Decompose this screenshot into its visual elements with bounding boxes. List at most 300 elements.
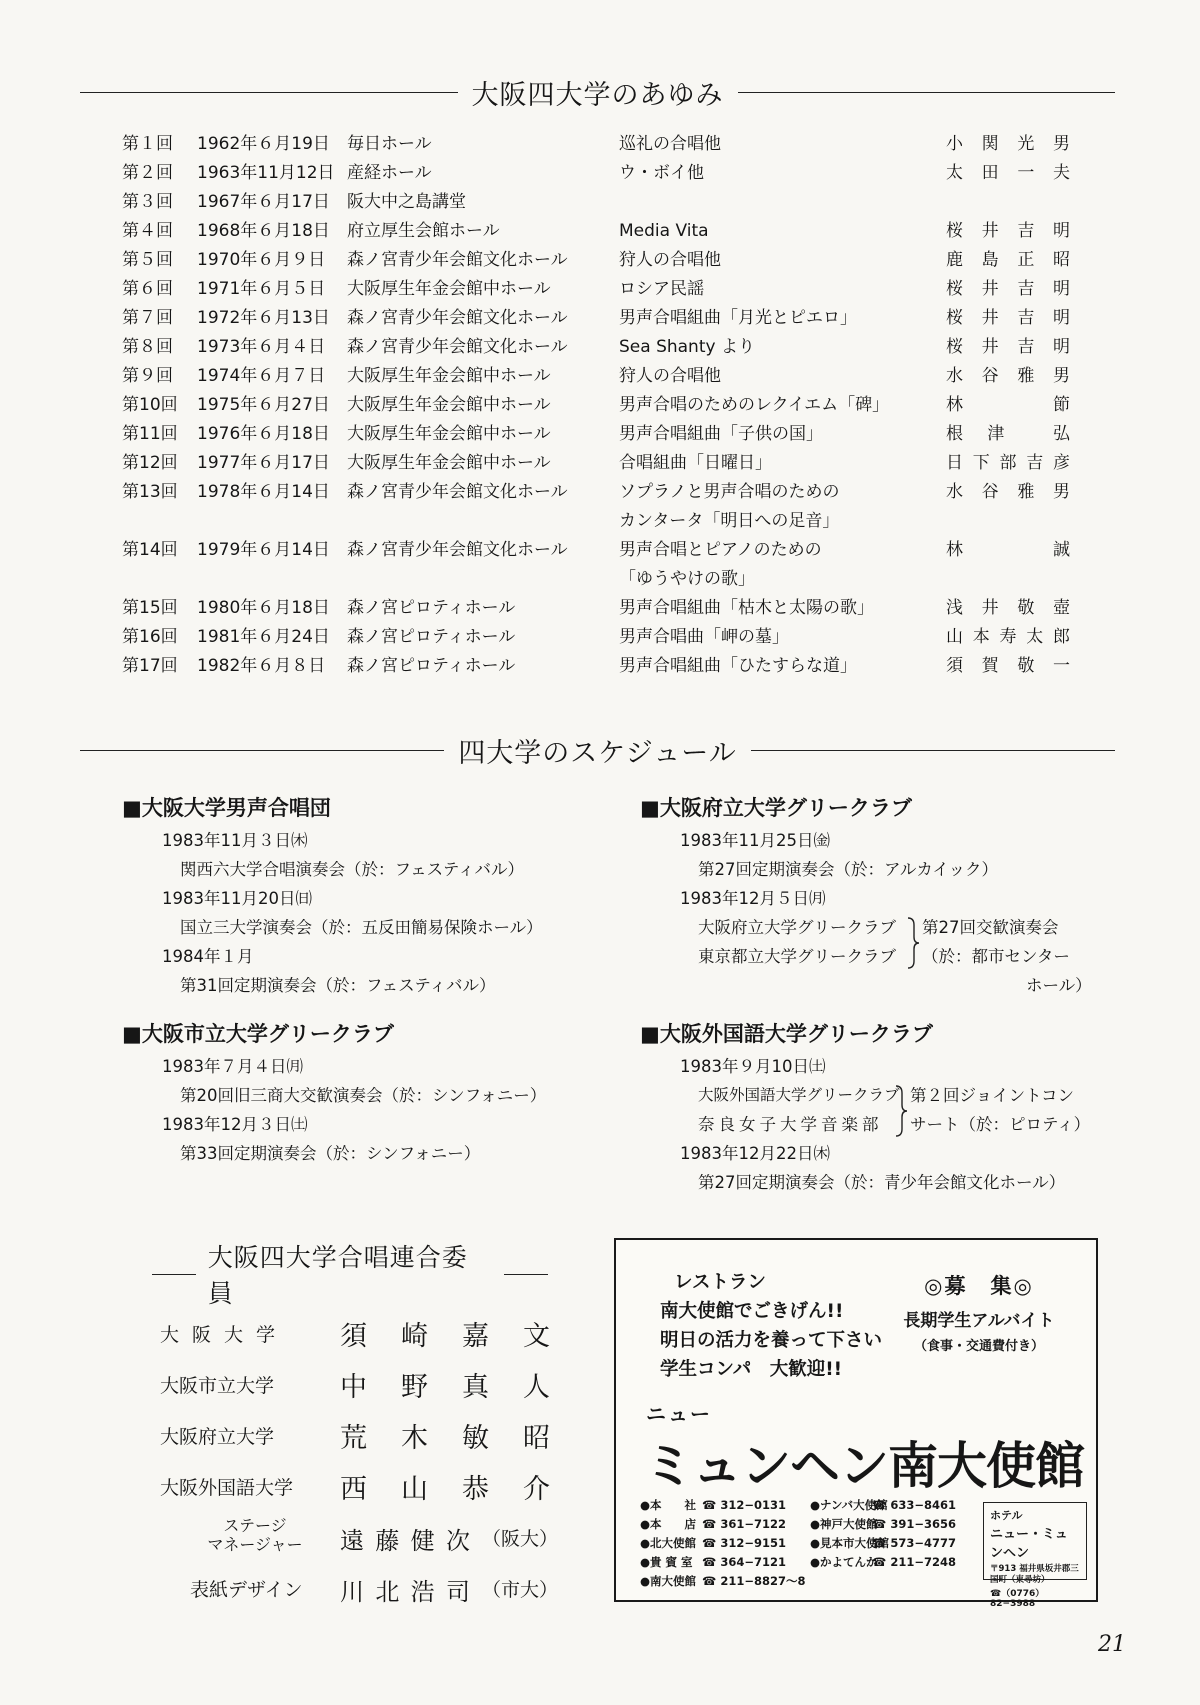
conductor-char: 井 xyxy=(981,221,999,241)
concert-venue: 森ノ宮ピロティホール xyxy=(347,656,516,676)
conductor-char: 津 xyxy=(987,424,1005,444)
concert-program: 合唱組曲「日曜日」 xyxy=(619,453,772,473)
concert-number: 第12回 xyxy=(122,453,178,473)
conductor-char: 敬 xyxy=(1017,598,1035,618)
history-row xyxy=(122,536,1072,594)
branch-entry xyxy=(810,1534,980,1553)
concert-number: 第１回 xyxy=(122,134,173,154)
schedule-date: 1983年９月10日㈯ xyxy=(680,1057,826,1076)
member-name-char: 司 xyxy=(445,1578,470,1606)
member-name-char: 介 xyxy=(523,1474,550,1505)
concert-date: 1976年６月18日 xyxy=(197,424,330,444)
conductor-char: 鹿 xyxy=(946,250,963,270)
concert-number: 第７回 xyxy=(122,308,173,328)
committee-row xyxy=(160,1514,560,1565)
member-name-char: 西 xyxy=(340,1474,367,1505)
concert-number: 第５回 xyxy=(122,250,173,270)
schedule-date: 1983年11月３日㈭ xyxy=(162,831,308,850)
branch-tel: ☎ 211−7248 xyxy=(872,1555,956,1569)
branch-tel: ☎ 361−7122 xyxy=(702,1517,786,1531)
concert-date: 1980年６月18日 xyxy=(197,598,330,618)
concert-date: 1979年６月14日 xyxy=(197,540,330,560)
ad-logo: ミュンヘン南大使館 xyxy=(644,1437,1084,1495)
conductor-char: 敬 xyxy=(1017,656,1035,676)
branch-tel: ☎ 312−0131 xyxy=(702,1498,786,1512)
conductor-char: 谷 xyxy=(981,366,999,386)
member-name xyxy=(340,1416,550,1455)
concert-venue: 大阪厚生年金会館中ホール xyxy=(347,424,551,444)
concert-number: 第３回 xyxy=(122,192,173,212)
schedule-title: 四大学のスケジュール xyxy=(458,737,737,769)
concert-venue: 大阪厚生年金会館中ホール xyxy=(347,395,551,415)
concert-venue: 大阪厚生年金会館中ホール xyxy=(347,366,551,386)
conductor-char: 吉 xyxy=(1017,279,1035,299)
concert-date: 1962年６月19日 xyxy=(197,134,330,154)
schedule-event: 関西六大学合唱演奏会（於：フェスティバル） xyxy=(180,860,525,879)
concert-date: 1974年６月７日 xyxy=(197,366,326,386)
conductor-char: 桜 xyxy=(946,279,963,299)
joint-club: 東京都立大学グリークラブ xyxy=(698,947,896,966)
concert-number: 第11回 xyxy=(122,424,178,444)
concert-program: 男声合唱曲「岬の墓」 xyxy=(619,627,789,647)
conductor-char: 水 xyxy=(946,366,963,386)
brace-icon xyxy=(894,1085,908,1137)
history-row xyxy=(122,623,1072,652)
history-row xyxy=(122,391,1072,420)
schedule-lines xyxy=(122,826,592,1000)
branch-row xyxy=(640,1553,980,1572)
branch-entry xyxy=(810,1515,980,1534)
member-name xyxy=(340,1365,550,1404)
concert-date: 1963年11月12日 xyxy=(197,163,335,183)
hotel-address: 〒913 福井県坂井郡三国町（東尋坊） xyxy=(990,1564,1079,1585)
conductor-char: 浅 xyxy=(946,598,963,618)
conductor-char: 井 xyxy=(981,598,999,618)
branch-entry xyxy=(810,1572,980,1591)
member-name-char: 恭 xyxy=(462,1474,489,1505)
ad-copy xyxy=(660,1268,882,1384)
club-name: ■大阪府立大学グリークラブ xyxy=(640,796,912,820)
joint-concert-venue: （於：都市センター xyxy=(922,947,1070,966)
conductor-char: 小 xyxy=(946,134,963,154)
club-name: ■大阪外国語大学グリークラブ xyxy=(640,1022,933,1046)
concert-number: 第６回 xyxy=(122,279,173,299)
hotel-box xyxy=(983,1502,1087,1609)
branch-name: ●貴 賓 室 xyxy=(640,1555,693,1569)
member-name xyxy=(340,1572,470,1607)
heading-rule xyxy=(80,92,458,93)
concert-venue: 森ノ宮青少年会館文化ホール xyxy=(347,250,568,270)
history-row xyxy=(122,275,1072,304)
branch-name: ●かよてんか xyxy=(810,1555,878,1569)
conductor-char: 根 xyxy=(946,424,963,444)
concert-venue: 毎日ホール xyxy=(347,134,432,154)
member-name-char: 山 xyxy=(401,1474,428,1505)
recruit-note: （食事・交通費付き） xyxy=(913,1339,1044,1354)
branch-row xyxy=(640,1534,980,1553)
ad-logo-prefix: ニュー xyxy=(646,1402,712,1426)
member-name-char: 健 xyxy=(410,1527,435,1555)
branch-name: ●神戸大使館 xyxy=(810,1517,878,1531)
history-row xyxy=(122,362,1072,391)
conductor-name xyxy=(946,217,1070,246)
history-row xyxy=(122,130,1072,159)
conductor-char: 部 xyxy=(999,453,1017,473)
conductor-char: 日 xyxy=(946,453,963,473)
history-row xyxy=(122,188,1072,217)
conductor-name xyxy=(946,652,1070,681)
conductor-char: 桜 xyxy=(946,221,963,241)
history-table xyxy=(122,130,1072,681)
conductor-char: 一 xyxy=(1052,656,1070,676)
member-name-char: 崎 xyxy=(401,1321,428,1352)
schedule-event: 第31回定期演奏会（於：フェスティバル） xyxy=(180,976,496,995)
hotel-tel: ☎（0776）82−3988 xyxy=(990,1589,1045,1609)
conductor-name xyxy=(946,478,1070,507)
conductor-name xyxy=(946,246,1070,275)
conductor-char: 賀 xyxy=(981,656,999,676)
member-affiliation: （阪大） xyxy=(482,1528,559,1550)
branch-tel: ☎ 633−8461 xyxy=(872,1498,956,1512)
schedule-event: 国立三大学演奏会（於：五反田簡易保険ホール） xyxy=(180,918,543,937)
committee-row xyxy=(160,1565,560,1616)
branch-tel: ☎ 312−9151 xyxy=(702,1536,786,1550)
schedule-heading xyxy=(80,730,1115,770)
concert-program: 男声合唱組曲「月光とピエロ」 xyxy=(619,308,857,328)
conductor-char: 林 xyxy=(946,540,963,560)
schedule-event: 第27回定期演奏会（於：アルカイック） xyxy=(698,860,999,879)
conductor-char: 一 xyxy=(1017,163,1035,183)
concert-program-cont: カンタータ「明日への足音」 xyxy=(619,511,840,531)
conductor-char: 井 xyxy=(981,279,999,299)
member-name xyxy=(340,1521,470,1556)
member-name-char: 浩 xyxy=(410,1578,435,1606)
concert-venue: 大阪厚生年金会館中ホール xyxy=(347,453,551,473)
schedule-event: 第27回定期演奏会（於：青少年会館文化ホール） xyxy=(698,1173,1066,1192)
joint-concert-venue: サート（於：ピロティ） xyxy=(910,1115,1091,1134)
branch-row xyxy=(640,1572,980,1591)
conductor-char: 山 xyxy=(946,627,963,647)
history-title: 大阪四大学のあゆみ xyxy=(471,79,724,111)
concert-date: 1982年６月８日 xyxy=(197,656,326,676)
hotel-name: ニュー・ミュンヘン xyxy=(990,1527,1068,1561)
conductor-char: 須 xyxy=(946,656,963,676)
schedule-pref-univ xyxy=(640,790,1100,1000)
concert-program: ソプラノと男声合唱のための xyxy=(619,482,840,502)
member-name-char: 文 xyxy=(523,1321,550,1352)
concert-date: 1975年６月27日 xyxy=(197,395,330,415)
heading-rule xyxy=(738,92,1116,93)
conductor-char: 太 xyxy=(1026,627,1044,647)
concert-number: 第８回 xyxy=(122,337,173,357)
joint-concert-block xyxy=(640,1081,1100,1139)
committee-role xyxy=(190,1516,320,1554)
concert-number: 第13回 xyxy=(122,482,178,502)
conductor-char: 郎 xyxy=(1053,627,1070,647)
joint-concert-venue-cont: ホール） xyxy=(1026,976,1092,995)
brace-icon xyxy=(906,917,920,969)
conductor-char: 彦 xyxy=(1053,453,1070,473)
concert-venue: 森ノ宮青少年会館文化ホール xyxy=(347,337,568,357)
schedule-date: 1983年12月３日㈯ xyxy=(162,1115,308,1134)
restaurant-ad xyxy=(614,1238,1098,1609)
conductor-char: 夫 xyxy=(1052,163,1070,183)
concert-program-cont: 「ゆうやけの歌」 xyxy=(619,569,755,589)
heading-dash xyxy=(504,1274,548,1275)
schedule-date: 1983年11月25日㈮ xyxy=(680,831,830,850)
member-name-char: 昭 xyxy=(523,1423,550,1454)
concert-date: 1970年６月９日 xyxy=(197,250,326,270)
member-name xyxy=(340,1314,550,1353)
member-name-char: 遠 xyxy=(340,1527,364,1555)
committee-heading xyxy=(140,1243,560,1308)
club-name: ■大阪市立大学グリークラブ xyxy=(122,1022,394,1046)
concert-program: ロシア民謡 xyxy=(619,279,704,299)
concert-number: 第２回 xyxy=(122,163,173,183)
branch-tel: ☎ 391−3656 xyxy=(872,1517,956,1531)
branch-name: ●ナンバ大使館 xyxy=(810,1498,888,1512)
history-row xyxy=(122,217,1072,246)
conductor-char: 光 xyxy=(1017,134,1035,154)
concert-venue: 森ノ宮青少年会館文化ホール xyxy=(347,482,568,502)
schedule-date: 1983年12月５日㈪ xyxy=(680,889,826,908)
branch-tel: ☎ 364−7121 xyxy=(702,1555,786,1569)
concert-venue: 産経ホール xyxy=(347,163,432,183)
branch-entry xyxy=(640,1553,810,1572)
joint-concert-title: 第２回ジョイントコン xyxy=(910,1086,1075,1105)
committee-role-line: ステージ xyxy=(223,1516,287,1535)
concert-venue: 森ノ宮青少年会館文化ホール xyxy=(347,308,568,328)
ad-copy-line: 学生コンパ 大歓迎!! xyxy=(660,1359,843,1380)
conductor-char: 桜 xyxy=(946,337,963,357)
member-name-char: 藤 xyxy=(375,1527,400,1555)
conductor-name xyxy=(946,275,1070,304)
concert-program: 男声合唱組曲「子供の国」 xyxy=(619,424,823,444)
concert-date: 1981年６月24日 xyxy=(197,627,330,647)
concert-date: 1977年６月17日 xyxy=(197,453,330,473)
concert-program: Sea Shanty より xyxy=(619,337,755,357)
conductor-char: 男 xyxy=(1052,366,1070,386)
conductor-name xyxy=(946,594,1070,623)
schedule-date: 1983年11月20日㈰ xyxy=(162,889,312,908)
conductor-char: 男 xyxy=(1052,482,1070,502)
history-row xyxy=(122,478,1072,536)
concert-date: 1972年６月13日 xyxy=(197,308,330,328)
committee-role: 表紙デザイン xyxy=(190,1579,303,1601)
schedule-lines xyxy=(122,1052,592,1168)
joint-club: 大阪外国語大学グリークラブ xyxy=(698,1086,900,1104)
history-row xyxy=(122,333,1072,362)
history-row xyxy=(122,594,1072,623)
branch-name: ●本 社 xyxy=(640,1498,697,1512)
ad-copy-line: 南大使館でごきげん!! xyxy=(660,1301,844,1322)
branch-entry xyxy=(640,1515,810,1534)
heading-rule xyxy=(80,750,444,751)
conductor-name xyxy=(946,623,1070,652)
conductor-char: 田 xyxy=(981,163,999,183)
concert-program: 男声合唱組曲「枯木と太陽の歌」 xyxy=(619,598,874,618)
schedule-event: 第33回定期演奏会（於：シンフォニー） xyxy=(180,1144,481,1163)
conductor-char: 明 xyxy=(1052,221,1070,241)
concert-program: 狩人の合唱他 xyxy=(619,250,721,270)
conductor-char: 林 xyxy=(946,395,963,415)
conductor-char: 吉 xyxy=(1026,453,1044,473)
conductor-name xyxy=(946,449,1070,478)
conductor-char: 雅 xyxy=(1017,482,1035,502)
conductor-char: 正 xyxy=(1017,250,1035,270)
conductor-name xyxy=(946,536,1070,565)
schedule-event: 第20回旧三商大交歓演奏会（於：シンフォニー） xyxy=(180,1086,547,1105)
conductor-char: 明 xyxy=(1052,337,1070,357)
concert-venue: 森ノ宮ピロティホール xyxy=(347,627,516,647)
branch-row xyxy=(640,1496,980,1515)
joint-concert-block xyxy=(640,913,1100,1000)
committee-list xyxy=(160,1310,560,1616)
concert-number: 第16回 xyxy=(122,627,178,647)
committee-role: 大阪外国語大学 xyxy=(160,1477,294,1499)
branch-entry xyxy=(810,1553,980,1572)
conductor-char: 桜 xyxy=(946,308,963,328)
concert-date: 1973年６月４日 xyxy=(197,337,326,357)
concert-venue: 森ノ宮ピロティホール xyxy=(347,598,516,618)
concert-date: 1967年６月17日 xyxy=(197,192,330,212)
concert-program: 男声合唱組曲「ひたすらな道」 xyxy=(619,656,857,676)
committee-row xyxy=(160,1361,560,1412)
committee-row xyxy=(160,1310,560,1361)
conductor-char: 関 xyxy=(981,134,999,154)
schedule-foreign-univ xyxy=(640,1016,1100,1197)
joint-concert-title: 第27回交歓演奏会 xyxy=(922,918,1059,937)
branch-row xyxy=(640,1515,980,1534)
member-name-char: 敏 xyxy=(462,1423,489,1454)
conductor-char: 昭 xyxy=(1052,250,1070,270)
conductor-char: 下 xyxy=(972,453,990,473)
branch-entry xyxy=(640,1534,810,1553)
schedule-city-univ xyxy=(122,1016,592,1168)
conductor-char: 明 xyxy=(1052,279,1070,299)
heading-rule xyxy=(751,750,1115,751)
conductor-char: 吉 xyxy=(1017,337,1035,357)
member-name-char: 須 xyxy=(340,1321,367,1352)
schedule-date: 1983年12月22日㈭ xyxy=(680,1144,830,1163)
member-name xyxy=(340,1467,550,1506)
conductor-name xyxy=(946,391,1070,420)
conductor-name xyxy=(946,130,1070,159)
conductor-char: 節 xyxy=(1053,395,1070,415)
concert-program: 巡礼の合唱他 xyxy=(619,134,721,154)
branch-entry xyxy=(640,1572,810,1591)
member-name-char: 川 xyxy=(340,1578,364,1606)
committee-row xyxy=(160,1463,560,1514)
member-name-char: 嘉 xyxy=(462,1321,489,1352)
branch-list xyxy=(640,1496,980,1591)
conductor-name xyxy=(946,333,1070,362)
branch-tel: ☎ 573−4777 xyxy=(872,1536,956,1550)
conductor-char: 本 xyxy=(972,627,990,647)
conductor-char: 吉 xyxy=(1017,308,1035,328)
branch-name: ●本 店 xyxy=(640,1517,697,1531)
member-affiliation: （市大） xyxy=(482,1579,559,1601)
concert-program: ウ・ボイ他 xyxy=(619,163,704,183)
history-row xyxy=(122,449,1072,478)
concert-date: 1968年６月18日 xyxy=(197,221,330,241)
committee-role: 大阪大学 xyxy=(160,1324,289,1346)
conductor-char: 井 xyxy=(981,337,999,357)
conductor-name xyxy=(946,420,1070,449)
member-name-char: 人 xyxy=(523,1372,550,1403)
ad-recruit xyxy=(884,1270,1074,1354)
branch-name: ●南大使館 xyxy=(640,1574,697,1588)
concert-number: 第４回 xyxy=(122,221,173,241)
conductor-char: 弘 xyxy=(1052,424,1070,444)
conductor-name xyxy=(946,362,1070,391)
concert-venue: 森ノ宮青少年会館文化ホール xyxy=(347,540,568,560)
history-row xyxy=(122,652,1072,681)
committee-row xyxy=(160,1412,560,1463)
conductor-char: 壺 xyxy=(1052,598,1070,618)
branch-entry xyxy=(810,1496,980,1515)
club-name: ■大阪大学男声合唱団 xyxy=(122,796,331,820)
schedule-date: 1983年７月４日㈪ xyxy=(162,1057,303,1076)
member-name-char: 中 xyxy=(340,1372,367,1403)
concert-program: 狩人の合唱他 xyxy=(619,366,721,386)
conductor-char: 水 xyxy=(946,482,963,502)
conductor-name xyxy=(946,159,1070,188)
concert-number: 第17回 xyxy=(122,656,178,676)
concert-number: 第９回 xyxy=(122,366,173,386)
conductor-char: 男 xyxy=(1052,134,1070,154)
member-name-char: 真 xyxy=(462,1372,489,1403)
schedule-osaka-univ xyxy=(122,790,592,1000)
concert-program: 男声合唱とピアノのための xyxy=(619,540,822,560)
page-number: 21 xyxy=(1098,1632,1126,1657)
joint-club: 奈良女子大学音楽部 xyxy=(698,1115,883,1134)
committee-title: 大阪四大学合唱連合委員 xyxy=(207,1243,468,1308)
concert-program: 男声合唱のためのレクイエム「碑」 xyxy=(619,395,890,415)
conductor-char: 雅 xyxy=(1017,366,1035,386)
ad-copy-line: レストラン xyxy=(674,1272,766,1293)
member-name-char: 北 xyxy=(375,1578,400,1606)
conductor-char: 明 xyxy=(1052,308,1070,328)
conductor-char: 誠 xyxy=(1053,540,1070,560)
concert-number: 第15回 xyxy=(122,598,178,618)
concert-program: Media Vita xyxy=(619,221,709,241)
joint-club: 大阪府立大学グリークラブ xyxy=(698,918,896,937)
ad-copy-line: 明日の活力を養って下さい xyxy=(660,1330,883,1351)
concert-venue: 大阪厚生年金会館中ホール xyxy=(347,279,551,299)
member-name-char: 荒 xyxy=(340,1423,367,1454)
branch-name: ●見本市大使館 xyxy=(810,1536,890,1550)
concert-venue: 阪大中之島講堂 xyxy=(347,192,466,212)
branch-name: ●北大使館 xyxy=(640,1536,697,1550)
conductor-char: 島 xyxy=(981,250,999,270)
schedule-date: 1984年１月 xyxy=(162,947,254,966)
conductor-char: 井 xyxy=(981,308,999,328)
member-name-char: 木 xyxy=(401,1423,428,1454)
history-row xyxy=(122,420,1072,449)
committee-role: 大阪市立大学 xyxy=(160,1375,275,1397)
conductor-char: 寿 xyxy=(999,627,1017,647)
branch-entry xyxy=(640,1496,810,1515)
concert-date: 1978年６月14日 xyxy=(197,482,330,502)
conductor-char: 吉 xyxy=(1017,221,1035,241)
hotel-label: ホテル xyxy=(990,1509,1023,1522)
recruit-body: 長期学生アルバイト xyxy=(903,1311,1055,1331)
conductor-char: 太 xyxy=(946,163,963,183)
heading-dash xyxy=(152,1274,196,1275)
branch-tel: ☎ 211−8827〜8 xyxy=(702,1574,806,1588)
concert-date: 1971年６月５日 xyxy=(197,279,326,299)
